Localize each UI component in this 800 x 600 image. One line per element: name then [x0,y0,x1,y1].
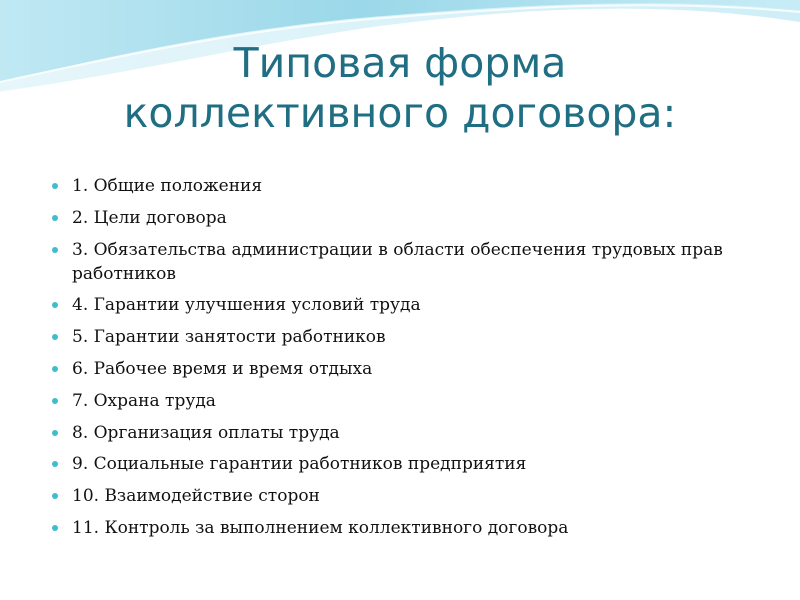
slide-title-line-2: коллективного договора: [123,89,677,137]
list-item-text: 11. Контроль за выполнением коллективного договора [72,517,569,538]
bullet-icon [52,398,58,404]
list-item [52,238,752,286]
list-item-text: 5. Гарантии занятости работников [72,327,386,348]
list-item-text: 3. Обязательства администрации в области обеспечения трудовых прав работников [72,239,723,284]
bullet-icon [52,493,58,499]
list-item-text: 8. Организация оплаты труда [72,422,340,443]
list-item-text: 1. Общие положения [72,176,263,196]
bullet-icon [52,183,58,189]
list-item [52,293,752,317]
bullet-icon [52,366,58,372]
bullet-icon [52,302,58,308]
list-item [52,516,752,540]
list-item-text: 2. Цели договора [72,207,227,228]
slide-title [0,38,800,138]
bullet-icon [52,215,58,221]
bullet-icon [52,334,58,340]
list-item-text: 7. Охрана труда [72,390,216,411]
list-item-text: 9. Социальные гарантии работников предприятия [72,454,527,475]
list-item [52,421,752,445]
list-item [52,389,752,413]
list-item [52,174,752,198]
bullet-icon [52,430,58,436]
bullet-icon [52,525,58,531]
contract-sections-list [52,174,752,548]
list-item [52,484,752,508]
bullet-icon [52,461,58,467]
list-item [52,357,752,381]
list-item-text: 4. Гарантии улучшения условий труда [72,295,421,316]
list-item [52,325,752,349]
list-item-text: 10. Взаимодействие сторон [72,486,320,507]
bullet-icon [52,247,58,253]
slide-title-line-1: Типовая форма [233,39,567,87]
list-item [52,206,752,230]
list-item-text: 6. Рабочее время и время отдыха [72,358,373,379]
list-item [52,452,752,476]
